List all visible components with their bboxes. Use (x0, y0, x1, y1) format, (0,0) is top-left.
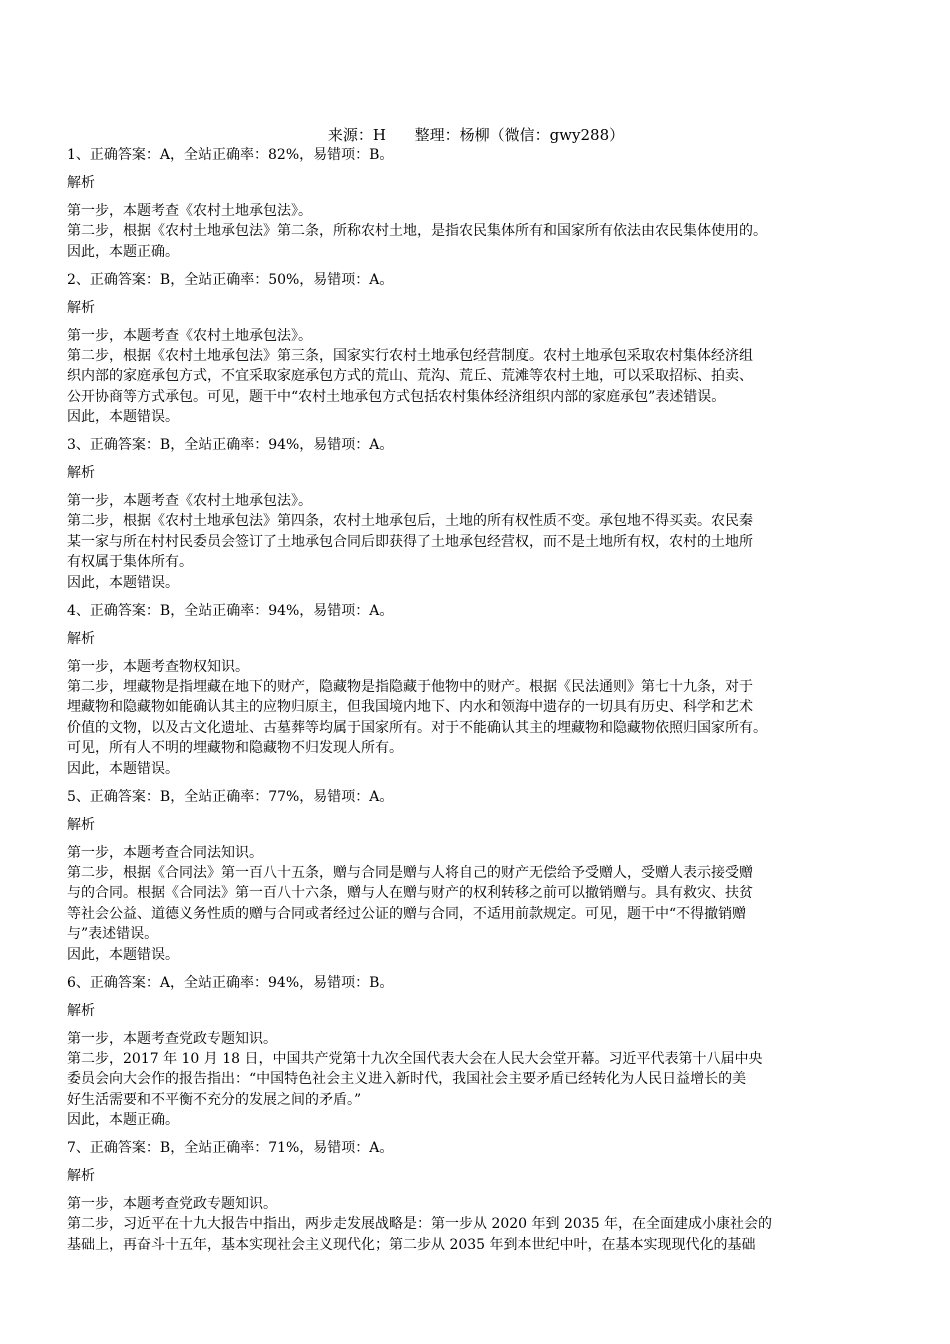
analysis-label: 解析 (67, 630, 95, 647)
step-two-line: 公开协商等方式承包。可见，题干中“农村土地承包方式包括农村集体经济组织内部的家庭承包”表述错误。 (67, 388, 726, 405)
question-block (67, 145, 885, 262)
step-one: 第一步，本题考查《农村土地承包法》。 (67, 327, 312, 344)
step-two-line: 基础上，再奋斗十五年，基本实现社会主义现代化；第二步从 2035 年到本世纪中叶，在基本实现现代化的基础 (67, 1236, 756, 1253)
answer-line: 4、正确答案：B，全站正确率：94%，易错项：A。 (67, 602, 394, 619)
step-two (67, 677, 885, 759)
step-two-line: 某一家与所在村村民委员会签订了土地承包合同后即获得了土地承包经营权，而不是土地所有权，农村的土地所 (67, 533, 753, 550)
step-two-line: 第二步，习近平在十九大报告中指出，两步走发展战略是：第一步从 2020 年到 2035 年，在全面建成小康社会的 (67, 1216, 773, 1232)
step-two (67, 1049, 885, 1111)
question-block (67, 435, 885, 593)
step-two-line: 第二步，根据《农村土地承包法》第三条，国家实行农村土地承包经营制度。农村土地承包采取农村集体经济组 (67, 347, 753, 364)
answer-line: 6、正确答案：A，全站正确率：94%，易错项：B。 (67, 974, 394, 991)
conclusion: 因此，本题错误。 (67, 946, 179, 963)
conclusion: 因此，本题正确。 (67, 243, 179, 260)
analysis-label: 解析 (67, 816, 95, 833)
question-list (67, 145, 885, 1255)
step-two-line: 第二步，埋藏物是指埋藏在地下的财产，隐藏物是指隐藏于他物中的财产。根据《民法通则》第七十九条，对于 (67, 678, 753, 695)
step-two-line: 可见，所有人不明的埋藏物和隐藏物不归发现人所有。 (67, 740, 403, 756)
step-two-line: 好生活需要和不平衡不充分的发展之间的矛盾。” (67, 1091, 362, 1108)
conclusion: 因此，本题错误。 (67, 409, 179, 425)
question-block (67, 973, 885, 1131)
step-two-line: 织内部的家庭承包方式，不宜采取家庭承包方式的荒山、荒沟、荒丘、荒滩等农村土地，可以采取招标、拍卖、 (67, 368, 753, 384)
step-two-line: 有权属于集体所有。 (67, 554, 193, 570)
answer-line: 2、正确答案：B，全站正确率：50%，易错项：A。 (67, 271, 394, 288)
step-two-line: 第二步，根据《合同法》第一百八十五条，赠与合同是赠与人将自己的财产无偿给予受赠人，受赠人表示接受赠 (67, 864, 753, 881)
analysis-label: 解析 (67, 299, 95, 316)
analysis-label: 解析 (67, 465, 95, 481)
question-block (67, 601, 885, 779)
conclusion: 因此，本题错误。 (67, 760, 179, 777)
step-one: 第一步，本题考查党政专题知识。 (67, 1030, 277, 1047)
document-page (67, 125, 885, 1255)
question-block (67, 270, 885, 428)
step-two-line: 委员会向大会作的报告指出：“中国特色社会主义进入新时代，我国社会主要矛盾已经转化为人民日益增长的美 (67, 1071, 747, 1087)
step-two-line: 埋藏物和隐藏物如能确认其主的应物归原主，但我国境内地下、内水和领海中遗存的一切具有历史、科学和艺术 (67, 699, 753, 715)
conclusion: 因此，本题正确。 (67, 1112, 179, 1128)
answer-line: 5、正确答案：B，全站正确率：77%，易错项：A。 (67, 788, 394, 805)
document-header: 来源：H 整理：杨柳（微信：gwy288） (327, 126, 625, 144)
step-two (67, 863, 885, 945)
step-two-line: 等社会公益、道德义务性质的赠与合同或者经过公证的赠与合同，不适用前款规定。可见，题干中“不得撤销赠 (67, 905, 747, 922)
step-two (67, 221, 885, 242)
step-two (67, 511, 885, 573)
step-two-line: 第二步，2017 年 10 月 18 日，中国共产党第十九次全国代表大会在人民大会堂开幕。习近平代表第十八届中央 (67, 1050, 763, 1067)
analysis-label: 解析 (67, 175, 95, 191)
question-block (67, 1138, 885, 1255)
answer-line: 3、正确答案：B，全站正确率：94%，易错项：A。 (67, 437, 394, 453)
analysis-label: 解析 (67, 1002, 95, 1019)
step-two-line: 第二步，根据《农村土地承包法》第四条，农村土地承包后，土地的所有权性质不变。承包地不得买卖。农民秦 (67, 513, 753, 529)
step-one: 第一步，本题考查物权知识。 (67, 658, 249, 675)
step-two-line: 第二步，根据《农村土地承包法》第二条，所称农村土地，是指农民集体所有和国家所有依法由农民集体使用的。 (67, 223, 767, 239)
step-two-line: 价值的文物，以及古文化遗址、古墓葬等均属于国家所有。对于不能确认其主的埋藏物和隐藏物依照归国家所有。 (67, 719, 767, 736)
question-block (67, 787, 885, 965)
step-one: 第一步，本题考查党政专题知识。 (67, 1196, 277, 1212)
conclusion: 因此，本题错误。 (67, 574, 179, 591)
step-one: 第一步，本题考查合同法知识。 (67, 844, 263, 861)
analysis-label: 解析 (67, 1168, 95, 1184)
step-two (67, 1214, 885, 1255)
step-two (67, 346, 885, 408)
step-two-line: 与”表述错误。 (67, 926, 159, 942)
step-one: 第一步，本题考查《农村土地承包法》。 (67, 493, 312, 509)
step-two-line: 与的合同。根据《合同法》第一百八十六条，赠与人在赠与财产的权利转移之前可以撤销赠与。具有救灾、扶贫 (67, 885, 753, 901)
answer-line: 1、正确答案：A，全站正确率：82%，易错项：B。 (67, 147, 394, 163)
step-one: 第一步，本题考查《农村土地承包法》。 (67, 203, 312, 219)
answer-line: 7、正确答案：B，全站正确率：71%，易错项：A。 (67, 1140, 394, 1156)
